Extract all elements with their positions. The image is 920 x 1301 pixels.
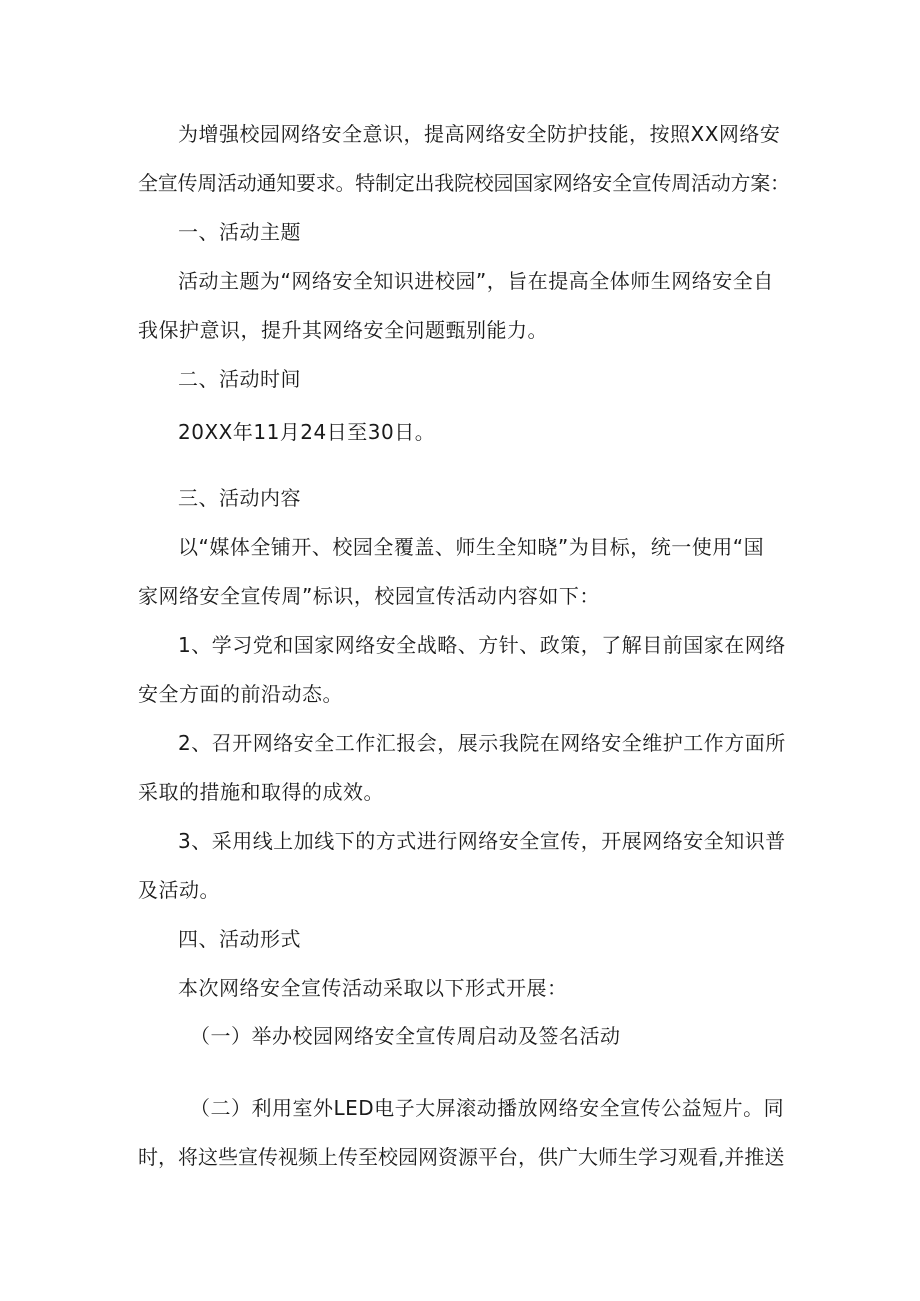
- section-3-para-line-2: 家网络安全宣传周”标识，校园宣传活动内容如下：: [138, 584, 600, 608]
- section-3-item-1-line-2: 安全方面的前沿动态。: [138, 682, 343, 706]
- section-1-line-2: 我保护意识，提升其网络安全问题甄别能力。: [138, 318, 548, 342]
- section-2-line-1: 20XX年11月24日至30日。: [178, 420, 436, 444]
- section-3-item-3-line-2: 及活动。: [138, 878, 220, 902]
- section-3-para-line-1: 以“媒体全铺开、校园全覆盖、师生全知晓”为目标，统一使用“国: [178, 535, 765, 559]
- section-3-item-3-line-1: 3、采用线上加线下的方式进行网络安全宣传，开展网络安全知识普: [178, 829, 786, 853]
- section-4-intro: 本次网络安全宣传活动采取以下形式开展：: [178, 976, 568, 1000]
- section-4-sub-1: （一）举办校园网络安全宣传周启动及签名活动: [190, 1024, 621, 1048]
- section-3-item-2-line-2: 采取的措施和取得的成效。: [138, 780, 384, 804]
- section-4-heading: 四、活动形式: [178, 927, 301, 951]
- section-4-sub-2-line-1: （二）利用室外LED电子大屏滚动播放网络安全宣传公益短片。同: [190, 1096, 785, 1120]
- intro-line-1: 为增强校园网络安全意识，提高网络安全防护技能，按照XX网络安: [178, 122, 781, 146]
- section-1-line-1: 活动主题为“网络安全知识进校园”，旨在提高全体师生网络安全自: [178, 269, 774, 293]
- section-3-item-1-line-1: 1、学习党和国家网络安全战略、方针、政策，了解目前国家在网络: [178, 633, 786, 657]
- intro-line-2: 全宣传周活动通知要求。特制定出我院校园国家网络安全宣传周活动方案：: [138, 171, 790, 195]
- section-4-sub-2-line-2: 时，将这些宣传视频上传至校园网资源平台，供广大师生学习观看,并推送: [138, 1145, 785, 1169]
- section-3-item-2-line-1: 2、召开网络安全工作汇报会，展示我院在网络安全维护工作方面所: [178, 731, 786, 755]
- section-2-heading: 二、活动时间: [178, 367, 301, 391]
- section-1-heading: 一、活动主题: [178, 220, 301, 244]
- section-3-heading: 三、活动内容: [178, 486, 301, 510]
